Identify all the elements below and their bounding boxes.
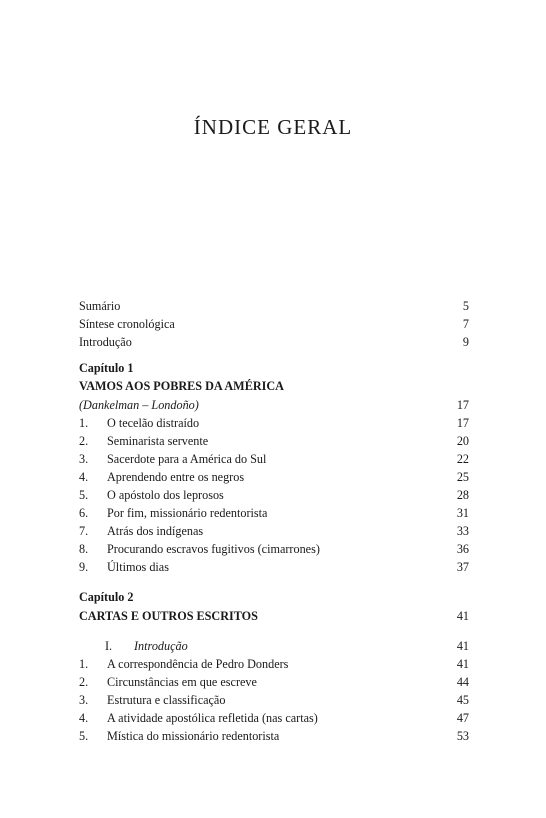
toc-entry-label: Síntese cronológica — [79, 317, 175, 331]
toc-section-label: Introdução — [134, 639, 188, 653]
toc-entry-number: 2. — [79, 434, 89, 448]
toc-entry — [79, 505, 469, 522]
toc-entry-label: O apóstolo dos leprosos — [107, 488, 224, 502]
toc-entry-page: 44 — [456, 675, 469, 689]
toc-entry-page: 45 — [456, 693, 469, 707]
toc-entry-page: 47 — [456, 711, 469, 725]
page-title: ÍNDICE GERAL — [193, 115, 353, 139]
toc-entry-label: Por fim, missionário redentorista — [107, 506, 268, 520]
toc-entry-number: 7. — [79, 524, 89, 538]
toc-entry — [79, 656, 469, 673]
toc-entry — [79, 559, 469, 576]
toc-entry-number: 3. — [79, 452, 89, 466]
toc-entry-number: 4. — [79, 470, 89, 484]
toc-entry-page: 31 — [456, 506, 469, 520]
toc-entry — [79, 674, 469, 691]
toc-entry-number: 4. — [79, 711, 89, 725]
toc-entry-label: Circunstâncias em que escreve — [107, 675, 257, 689]
toc-entry-page: 17 — [456, 398, 469, 412]
toc-entry-label: Introdução — [79, 335, 132, 349]
toc-entry-label: Atrás dos indígenas — [107, 524, 204, 538]
toc-entry-label: Sumário — [79, 299, 121, 313]
toc-entry-page: 20 — [456, 434, 469, 448]
toc-entry-page: 7 — [462, 317, 469, 331]
toc-entry-number: 1. — [79, 657, 89, 671]
toc-entry-page: 28 — [456, 488, 469, 502]
toc-entry — [79, 415, 469, 432]
chapter1-title: VAMOS AOS POBRES DA AMÉRICA — [79, 379, 284, 393]
toc-entry — [79, 523, 469, 540]
toc-entry-label: Procurando escravos fugitivos (cimarrones) — [107, 542, 320, 556]
toc-entry-number: 8. — [79, 542, 89, 556]
toc-entry-label: Mística do missionário redentorista — [107, 729, 280, 743]
toc-entry-sintese — [79, 316, 469, 333]
toc-entry-number: 5. — [79, 729, 89, 743]
toc-entry — [79, 541, 469, 558]
toc-entry-page: 37 — [456, 560, 469, 574]
chapter2-heading: Capítulo 2 — [79, 590, 134, 604]
toc-entry-page: 25 — [456, 470, 469, 484]
chapter1-subtitle: (Dankelman – Londoño) — [79, 398, 199, 412]
toc-entry-label: Últimos dias — [107, 560, 169, 574]
toc-section — [79, 638, 469, 655]
toc-entry-label: A atividade apostólica refletida (nas cartas) — [107, 711, 318, 725]
toc-entry-page: 41 — [456, 609, 469, 623]
toc-entry-sumario — [79, 298, 469, 315]
toc-entry-page: 22 — [456, 452, 469, 466]
toc-entry-label: Sacerdote para a América do Sul — [107, 452, 267, 466]
chapter2-title-row — [79, 608, 469, 625]
toc-entry — [79, 469, 469, 486]
chapter1-subtitle-row — [79, 397, 469, 414]
toc-entry — [79, 433, 469, 450]
toc-section-number — [79, 638, 134, 655]
toc-entry-page: 5 — [462, 299, 469, 313]
toc-entry-number: 3. — [79, 693, 89, 707]
toc-section-numeral: I. — [105, 639, 113, 653]
toc-entry — [79, 728, 469, 745]
toc-entry-number: 6. — [79, 506, 89, 520]
toc-entry-label: A correspondência de Pedro Donders — [107, 657, 289, 671]
toc-entry — [79, 692, 469, 709]
toc-entry — [79, 451, 469, 468]
toc-entry-label: Aprendendo entre os negros — [107, 470, 245, 484]
toc-entry-number: 9. — [79, 560, 89, 574]
toc-entry — [79, 487, 469, 504]
toc-entry-page: 17 — [456, 416, 469, 430]
toc-entry-introducao — [79, 334, 469, 351]
toc-entry-page: 53 — [456, 729, 469, 743]
toc-entry-number: 2. — [79, 675, 89, 689]
toc-entry-page: 41 — [456, 657, 469, 671]
toc-entry-number: 1. — [79, 416, 89, 430]
chapter2-title: CARTAS E OUTROS ESCRITOS — [79, 609, 258, 623]
toc-entry-page: 33 — [456, 524, 469, 538]
chapter1-heading: Capítulo 1 — [79, 361, 134, 375]
toc-entry-page: 9 — [462, 335, 469, 349]
toc-entry-label: Seminarista servente — [107, 434, 209, 448]
toc-entry — [79, 710, 469, 727]
toc-entry-label: O tecelão distraído — [107, 416, 200, 430]
toc-entry-number: 5. — [79, 488, 89, 502]
toc-entry-page: 41 — [456, 639, 469, 653]
toc-entry-label: Estrutura e classificação — [107, 693, 226, 707]
toc-entry-page: 36 — [456, 542, 469, 556]
